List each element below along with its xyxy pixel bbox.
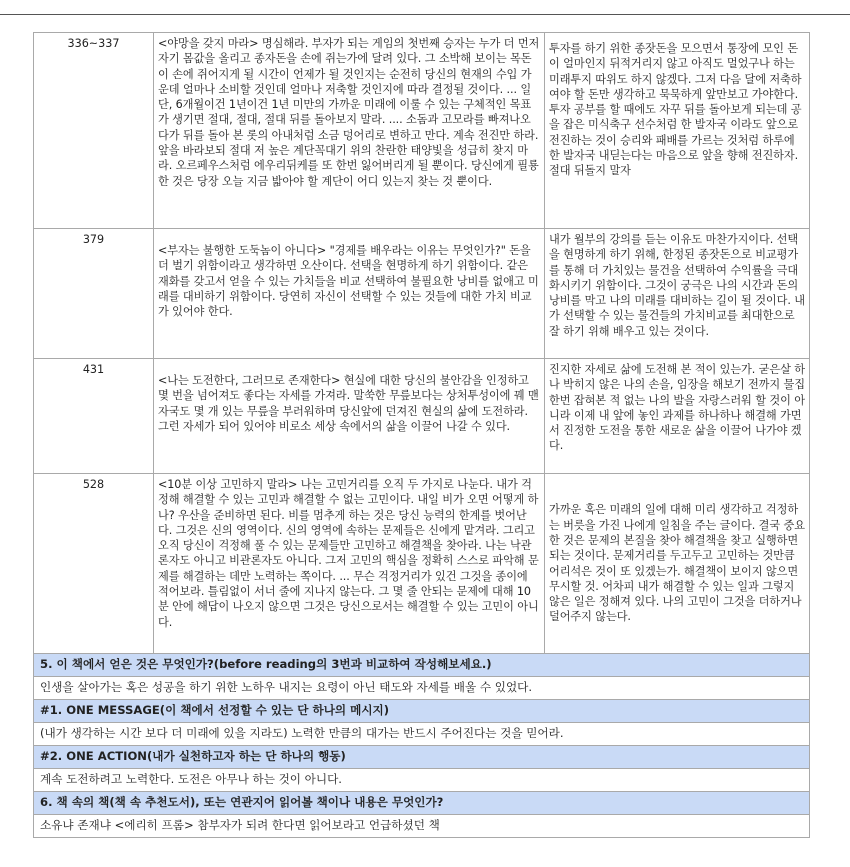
page-number: 528 <box>34 474 154 654</box>
table-row <box>34 359 810 474</box>
quote-text: <야망을 갖지 마라> 명심해라. 부자가 되는 게임의 첫번째 승자는 누가 더 먼저 자기 몸값을 올리고 종자돈을 손에 쥐는가에 달려 있다. 그 소박해 보이는 목돈이 손에 쥐어지게 될 시간이 언제가 될 것인지는 순전히 당신의 현재의 수입 가운데 얼마나 소비할 것인데 얼마나 저축할 것인지에 따라 결정될 것이다. ... 일단, 6개월이건 1년이건 1년 미만의 가까운 미래에 이룰 수 있는 구체적인 목표가 생기면 절대, 절대, 절대 뒤를 돌아보지 말라. .... 소돔과 고모라를 빠져나오다가 뒤를 돌아 본 롯의 아내처럼 소금 덩어리로 변하고 만다. 계속 전진만 하라. 앞을 바라보되 절대 저 높은 계단꼭대기 위의 찬란한 태양빛을 성급히 찾지 마라. 오르페우스처럼 에우리뒤케를 또 한번 잃어버리게 될 뿐이다. 당신에게 필룡한 것은 당장 오늘 지금 밟아야 할 계단이 어디 있는지 찾는 것 뿐이다. <box>154 33 545 229</box>
quote-text: <나는 도전한다, 그러므로 존재한다> 현실에 대한 당신의 불안감을 인정하고 몇 번을 넘어져도 좋다는 자세를 가져라. 말쑥한 무릎보다는 상처투성이에 꿰 맨 자국도 몇 개 있는 무릎을 부러워하며 당신앞에 던져진 현실의 삶에 도전하라. 그런 자세가 되어 있어야 비로소 세상 속에서의 삶을 이끌어 나갈 수 있다. <box>154 359 545 474</box>
section-heading: 5. 이 책에서 얻은 것은 무엇인가?(before reading의 3번과 비교하여 작성해보세요.) <box>34 654 810 677</box>
section-answer: (내가 생각하는 시간 보다 더 미래에 있을 지라도) 노력한 만큼의 대가는 반드시 주어진다는 것을 믿어라. <box>34 723 810 746</box>
page-number: 379 <box>34 229 154 359</box>
section-answer: 소유냐 존재냐 <에리히 프롬> 참부자가 되려 한다면 읽어보라고 언급하셨던 책 <box>34 815 810 838</box>
section-heading: #2. ONE ACTION(내가 실천하고자 하는 단 하나의 행동) <box>34 746 810 769</box>
section-answer-row <box>34 769 810 792</box>
section-heading-row <box>34 654 810 677</box>
top-rule <box>0 14 850 15</box>
table-row <box>34 474 810 654</box>
section-heading: #1. ONE MESSAGE(이 책에서 선정할 수 있는 단 하나의 메시지) <box>34 700 810 723</box>
quote-text: <10분 이상 고민하지 말라> 나는 고민거리를 오직 두 가지로 나눈다. 내가 걱정해 해결할 수 있는 고민과 해결할 수 없는 고민이다. 내일 비가 오면 어떻게 하나? 우산을 준비하면 된다. 비를 멈추게 하는 것은 당신 능력의 한계를 벗어난다. 그것은 신의 영역이다. 신의 영역에 속하는 문제들은 신에게 맡겨라. 그리고 오직 당신이 걱정해 풀 수 있는 문제들만 고민하고 해결책을 찾아라. 나는 낙관론자도 아니고 비관론자도 아니다. 그저 고민의 핵심을 정확히 스스로 파악해 문제를 해결하는 데만 노력하는 쪽이다. ... 무슨 걱정거리가 있건 그것을 종이에 적어보라. 틀림없이 서너 줄에 지나지 않는다. 그 몇 줄 안되는 문제에 대해 10분 안에 해답이 나오지 않으면 그것은 당신으로서는 해결할 수 있는 고민이 아니다. <box>154 474 545 654</box>
quote-text: <부자는 불행한 도둑놈이 아니다> "경제를 배우라는 이유는 무엇인가?" 돈을 더 벌기 위함이라고 생각하면 오산이다. 선택을 현명하게 하기 위함이다. 같은 재화를 갖고서 얻을 수 있는 가치들을 비교 선택하여 불필요한 낭비를 없애고 미래를 대비하기 위함이다. 당연히 자신이 선택할 수 있는 것들에 대한 가치 비교가 있어야 한다. <box>154 229 545 359</box>
page-number: 336~337 <box>34 33 154 229</box>
table-row <box>34 229 810 359</box>
section-answer-row <box>34 677 810 700</box>
section-answer: 계속 도전하려고 노력한다. 도전은 아무나 하는 것이 아니다. <box>34 769 810 792</box>
reflection-text: 내가 월부의 강의를 듣는 이유도 마찬가지이다. 선택을 현명하게 하기 위해, 한정된 종잣돈으로 비교평가를 통해 더 가치있는 물건을 선택하여 수익률을 극대화시키기 위함이다. 그것이 궁극은 나의 시간과 돈의 낭비를 막고 나의 미래를 대비하는 길이 될 것이다. 내가 선택할 수 있는 물건들의 가치비교를 최대한으로 잘 하기 위해 배우고 있는 것이다. <box>545 229 810 359</box>
section-heading-row <box>34 746 810 769</box>
section-heading: 6. 책 속의 책(책 속 추천도서), 또는 연관지어 읽어볼 책이나 내용은 무엇인가? <box>34 792 810 815</box>
reflection-text: 투자를 하기 위한 종잣돈을 모으면서 통장에 모인 돈이 얼마인지 뒤적거리지 않고 아직도 멀었구나 하는 미래투지 따위도 하지 않겠다. 그저 다음 달에 저축하여야 할 돈만 생각하고 묵묵하게 앞만보고 가야한다. 투자 공부를 할 때에도 자꾸 뒤를 돌아보게 되는데 공을 잡은 미식축구 선수처럼 한 발자국 이라도 앞으로 전진하는 것이 승리와 패배를 가르는 것처럼 하루에 한 발자국 내딛는다는 마음으로 앞을 향해 전진하자. 절대 뒤돌지 말자 <box>545 33 810 229</box>
section-answer-row <box>34 723 810 746</box>
section-answer: 인생을 살아가는 혹은 성공을 하기 위한 노하우 내지는 요령이 아닌 태도와 자세를 배울 수 있었다. <box>34 677 810 700</box>
table-row <box>34 33 810 229</box>
reflection-text: 가까운 혹은 미래의 일에 대해 미리 생각하고 걱정하는 버릇을 가진 나에게 일침을 주는 글이다. 결국 중요한 것은 문제의 본질을 찾아 해결책을 찾고 실행하면 되는 것이다. 문제거리를 두고두고 고민하는 것만큼 어리석은 것이 또 있겠는가. 해결책이 보이지 않으면 무시할 것. 어차피 내가 해결할 수 있는 일과 그렇지 않은 일은 정해져 있다. 나의 고민이 그것을 더하거나 덜어주지 않는다. <box>545 474 810 654</box>
section-heading-row <box>34 792 810 815</box>
section-answer-row <box>34 815 810 838</box>
reflection-text: 진지한 자세로 삶에 도전해 본 적이 있는가. 굳은살 하나 박히지 않은 나의 손을, 임장을 해보기 전까지 물집 한번 잡혀본 적 없는 나의 발을 자랑스러워 할 것이 아니라 이제 내 앞에 놓인 과제를 하나하나 해결해 가면서 진정한 도전을 통한 새로운 삶을 이끌어 나가야 겠다. <box>545 359 810 474</box>
page-number: 431 <box>34 359 154 474</box>
reading-notes-table <box>33 32 810 838</box>
section-heading-row <box>34 700 810 723</box>
